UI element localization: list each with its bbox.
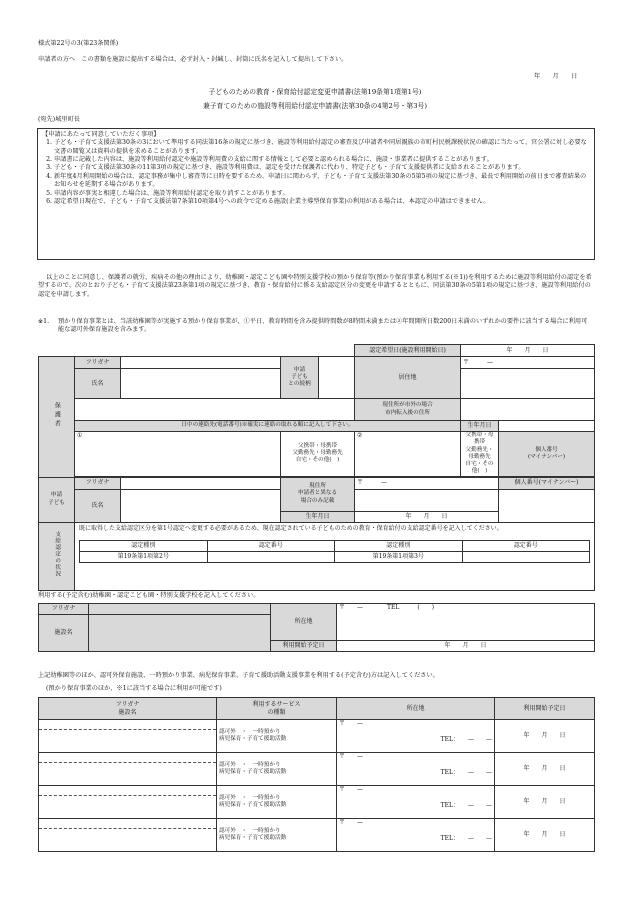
desired-date-label: 認定希望日(施設利用開始日) [355,345,461,357]
status-label: 支給認定の状況 [39,522,75,590]
cert-table [79,540,590,563]
guardian-name-field[interactable] [121,369,281,399]
other-start-field[interactable]: 年 月 日 [495,819,595,852]
kg-facility-field[interactable] [89,615,271,652]
desired-date-field[interactable]: 年 月 日 [461,345,595,357]
footnote-text: 預かり保育事業とは、当該幼稚園等が実施する預かり保育事業が、①平日、教育時間を含み提供時間数が8時間未満または②年間開所日数200日未満のいずれかの要件に該当する場合に利用可能な認可外保育施設を含みます。 [58,318,588,334]
guardian-name-label: 氏名 [75,369,121,399]
other-service-row [39,819,595,852]
other-services-note: (預かり保育事業のほか、※1に該当する場合に利用が可能です) [46,685,222,692]
consent-item: 5. 申請内容が事実と相違した場合は、施設等利用給付認定を取り消すことがあります。 [54,190,590,198]
contact-1-field[interactable]: ① [75,432,281,477]
title-line-1: 子どものための教育・保育給付認定変更申請書(法第19条第1項第1号) [208,88,422,96]
footnote-mark: ※1. [38,318,50,325]
child-birth-field[interactable]: 年 月 日 [355,511,499,522]
kg-furigana-label: フリガナ [39,604,89,615]
guardian-furigana-label: フリガナ [75,357,121,369]
consent-box [37,128,595,260]
child-name-field[interactable] [121,489,281,522]
cert-no-header: 認定番号 [462,541,590,552]
child-address-label: 現住所 申請者と異なる 場合のみ記載 [281,477,355,511]
child-name-label: 氏名 [75,489,121,522]
cert-no-2-field[interactable] [207,552,335,563]
relation-field[interactable] [319,357,355,399]
child-furigana-label: フリガナ [75,477,121,489]
guardian-birth-field[interactable] [499,421,595,432]
consent-item: 2. 申請書に記載した内容は、施設等利用給付認定や施設等利用費の支給に関する情報として必要と認められる場合に、施設・事業者に提供することがあります。 [54,156,590,164]
contact-1-options[interactable]: 父携帯・母携帯 父勤務先・母勤務先 自宅・その他( ) [281,432,355,477]
previous-address-label: 現住所が市外の場合 市内転入後の住所 [355,399,461,421]
guardian-furigana-field[interactable] [121,357,281,369]
other-service-options[interactable]: 認可外 ・ 一時預かり 病児保育・子育て援助活動 [217,720,337,753]
other-start-field[interactable]: 年 月 日 [495,720,595,753]
other-col-start: 利用開始予定日 [495,698,595,720]
consent-item: 1. 子ども・子育て支援法第30条の3において準用する同法第16条の規定に基づき、施設等利用給付認定の審査及び申請者や同居親族の市町村民税課税状況の確認に当たって、官公署に対し必要な文書の閲覧又は資料の提供を求めることがあります。 [54,139,590,156]
kg-facility-label: 施設名 [39,615,89,652]
other-col-facility: フリガナ 施設名 [39,698,217,720]
other-facility-field[interactable] [39,720,217,753]
other-service-options[interactable]: 認可外 ・ 一時預かり 病児保育・子育て援助活動 [217,786,337,819]
kg-start-label: 利用開始予定日 [271,641,337,652]
other-service-options[interactable]: 認可外 ・ 一時預かり 病児保育・子育て援助活動 [217,753,337,786]
contact-2-options[interactable]: 父携帯・母携帯 父勤務先・母勤務先 自宅・その他( ) [461,432,499,477]
other-service-row [39,753,595,786]
kg-start-field[interactable]: 年 月 日 [337,641,595,652]
cert-type-2: 第19条第1項第2号 [80,552,208,563]
cert-no-3-field[interactable] [462,552,590,563]
kg-location-field[interactable]: 〒 — TEL ( ) [337,604,595,641]
other-service-row [39,786,595,819]
cert-type-header: 認定種別 [80,541,208,552]
other-service-row [39,720,595,753]
consent-item: 6. 認定希望日現在で、子ども・子育て支援法第7条第10項第4号への政令で定める施設(企業主導型保育事業)の利用がある場合は、本認定の申請はできません。 [54,198,590,206]
kindergarten-table [38,603,595,652]
previous-address-field[interactable] [461,399,595,421]
consent-item: 3. 子ども・子育て支援法第30条の11第3項の規定に基づき、施設等利用費は、認定を受けた保護者に代わり、特定子ども・子育て支援提供者に支給されることがあります。 [54,164,590,172]
guardian-label: 保護者 [39,357,75,478]
child-address-postal[interactable]: 〒 — [355,477,499,489]
status-cell [75,522,595,590]
guardian-birth-label: 生年月日 [461,421,499,432]
main-form-table [38,344,595,591]
child-address-field[interactable] [355,489,499,511]
other-start-field[interactable]: 年 月 日 [495,786,595,819]
child-birth-label: 生年月日 [281,511,355,522]
other-location-field[interactable]: 〒 — TEL： — — [337,819,495,852]
child-furigana-field[interactable] [121,477,281,489]
residence-field[interactable] [461,369,595,399]
title-line-2: 兼子育てのための施設等利用給付認定申請書(法第30条の4第2号・第3号) [202,102,428,110]
other-col-location: 所在地 [337,698,495,720]
other-facility-field[interactable] [39,753,217,786]
application-date[interactable]: 年 月 日 [534,73,578,80]
other-start-field[interactable]: 年 月 日 [495,753,595,786]
kg-location-label: 所在地 [271,604,337,641]
consent-list [42,139,590,206]
other-location-field[interactable]: 〒 — TEL： — — [337,786,495,819]
other-services-table [38,697,595,852]
kg-furigana-field[interactable] [89,604,271,615]
other-facility-field[interactable] [39,786,217,819]
other-col-service: 利用するサービス の種類 [217,698,337,720]
child-label: 申請 子ども [39,477,75,522]
child-my-number-label: 個人番号(マイナンバー) [499,477,595,489]
other-location-field[interactable]: 〒 — TEL： — — [337,720,495,753]
residence-label: 居住地 [355,357,461,399]
consent-heading: 【申請にあたって同意していただく事項】 [42,131,160,138]
guardian-my-number-label: 個人番号 (マイナンバー) [499,432,595,477]
cert-type-3: 第19条第1項第3号 [335,552,463,563]
contact-2-field[interactable]: ② [355,432,461,477]
form-number: 様式第22号の3(第23条関係) [38,40,119,47]
status-instruction: 既に取得した支給認定区分を第1号認定へ変更する必要があるため、現在認定されている子どものための教育・保育給付の支給認定番号を記入してください。 [79,524,503,532]
applicant-note: 申請者の方へ この書類を施設に提出する場合は、必ず封入・封緘し、封筒に氏名を記入して提出して下さい。 [38,56,348,63]
consent-item: 4. 新年度4月利用開始の場合は、認定事務が集中し審査等に日時を要するため、申請日に関わらず、子ども・子育て支援法第30条の5第5項の規定に基づき、最長で利用開始の前日まで審査結果のお知らせを延期する場合があります。 [54,173,590,190]
other-facility-field[interactable] [39,819,217,852]
consent-statement: 以上のことに同意し、保護者の就労、疾病その他の理由により、幼稚園・認定こども園や特別支援学校の預かり保育等(預かり保育事業も利用する(※1))を利用するために施設等利用給付の認定を希望するので、次のとおり子ども・子育て支援法第23条第1項の規定に基づき、教育・保育給付に係る支給認定区分の変更を申請するとともに、同法第30条の5第1項の規定に基づき、施設等利用給付の認定を申請します。 [38,274,592,298]
other-services-intro: 上記幼稚園等のほか、認可外保育施設、一時預かり事業、病児保育事業、子育て援助活動支援事業を利用する(予定含む)方は記入してください。 [38,672,439,679]
other-location-field[interactable]: 〒 — TEL： — — [337,753,495,786]
addressee: (宛先)城里町長 [38,116,80,123]
relation-label: 申請 子ども との続柄 [281,357,319,399]
residence-postal[interactable]: 〒 — [461,357,595,369]
cert-no-header: 認定番号 [207,541,335,552]
other-service-options[interactable]: 認可外 ・ 一時預かり 病児保育・子育て援助活動 [217,819,337,852]
contact-heading: 日中の連絡先(電話番号)※確実に連絡の取れる順に記入して下さい。 [75,421,461,432]
child-my-number-field[interactable] [499,489,595,522]
kindergarten-intro: 利用する(予定含む)幼稚園・認定こども園・特別支援学校を記入してください。 [38,592,260,599]
cert-type-header: 認定種別 [335,541,463,552]
